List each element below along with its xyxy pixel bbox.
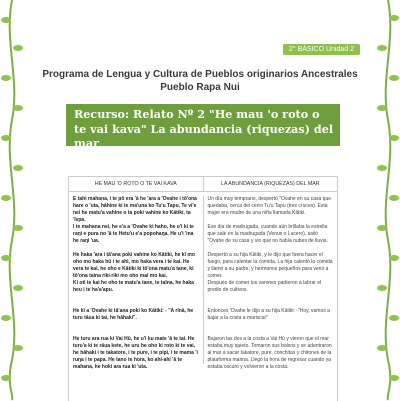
header-rapanui: HE MAU 'O ROTO O TE VAI KAVA <box>69 177 204 191</box>
rapanui-paragraph: I te mahana nei, he e'a a 'Ovahe ki haho, he u'i ki te raŋi e pura no 'ā te Hetu'u e'a popohaŋa. He u'i 'ina he raŋi 'ua. <box>73 224 194 244</box>
bilingual-story-table <box>68 176 338 401</box>
spanish-paragraph: Bajaron las dos a la costa a Vai Hū y vieron que el mar estaba muy quieto. Tomaron sus bolsos y se adentraron al mar a sacar takatore, pure, conchitas y chitones de la plataforma marina. Llegó la hora de regresar cuando ya estaba oscuro y volvieron a la costa. <box>207 336 332 370</box>
spanish-paragraph: Después de comer los varones partieron a labrar el predio de cultivos. <box>207 280 322 293</box>
header-spanish: LA ABUNDANCIA (RIQUEZAS) DEL MAR <box>220 181 320 187</box>
table-header <box>69 177 337 192</box>
right-vine-decoration <box>374 0 400 400</box>
grade-unit-badge: 2° BÁSICO Unidad 2 <box>283 44 360 55</box>
rapanui-paragraph: E tahi mahana, i te pō era 'ā he 'ara a 'Ovahe i tō'ona hare o 'uta, hāhine ki te ma'una ko Tu'u Tapu. Te vi'e nei he matu'a vahine o ta poki vahine ko Kātiki, ta 'Ivpa. <box>73 196 197 223</box>
rapanui-column <box>69 196 204 370</box>
rapanui-paragraph: He haka 'ara i tā'ana poki vahine ko Kātiki, he kī mo oho mo haka hū i te ahi, mo haka vera i te kai. He vera te kai, he oho e Kātiki ki tō'ona matu'a tane, ki tō'ona taina riki-riki mo oho mai mo kai. <box>73 252 195 279</box>
spanish-paragraph: Ese día de madrugada, cuando aún brillaba la estrella que sale en la madrugada (Venus o Lucero), salió "Ovahe de su casa y vio que no había nubes de lluvia. <box>207 224 328 244</box>
left-vine-decoration <box>0 0 26 400</box>
program-title <box>40 69 360 94</box>
program-title-line2: Pueblo Rapa Nui <box>160 81 240 93</box>
spanish-paragraph: Un día muy temprano, despertó "Ovahe en su casa que quedaba, cerca del cerro Tu'u Tapu (tres cruces). Esta mujer era madre de una niña llamada Kātiki. <box>207 196 332 216</box>
resource-banner <box>66 104 340 150</box>
spanish-paragraph: Entonces 'Ovahe le dijo a su hija Kātiki: -"Hoy, vamos a bajar a la costa a mariscar" <box>207 308 330 321</box>
table-body <box>69 192 337 370</box>
rapanui-paragraph: He kī a 'Ovahe ki tā'ana poki ko Kātiki: - "A rīnā, he turu tāua ki tai, he hāhaki". <box>73 308 194 321</box>
program-title-line1: Programa de Lengua y Cultura de Pueblos originarios Ancestrales <box>42 69 358 80</box>
spanish-paragraph: Despertó a su hija Kātiki, y le dijo que fuera hacer el fuego, para calentar la comida. La hija calentó la comida y llamó a su padre, y hermanos pequeños para venir a comer. <box>207 252 333 279</box>
rapanui-paragraph: He turu ara rua ki Vai Hū, he u'i ku mate 'ā te tai. He turu'a ki te rāua kete, he uru he oho ki roto ki te vai, he hāhaki i te takatore, i te pure, i te pipi, i te mama 'i ruŋa i te papa. He tano te hora, ko ahi-ahi 'ā te mahana, he hoki ara rua ki 'uta. <box>73 336 198 370</box>
rapanui-paragraph: Ki oti te kai he oho te matu'a tane, te taīna, he haka heu i te ha'a'apu. <box>73 280 194 293</box>
resource-title: Recurso: Relato Nº 2 "He mau 'o roto o te vai kava" La abundancia (riquezas) del mar <box>74 107 334 150</box>
spanish-column <box>204 196 338 370</box>
